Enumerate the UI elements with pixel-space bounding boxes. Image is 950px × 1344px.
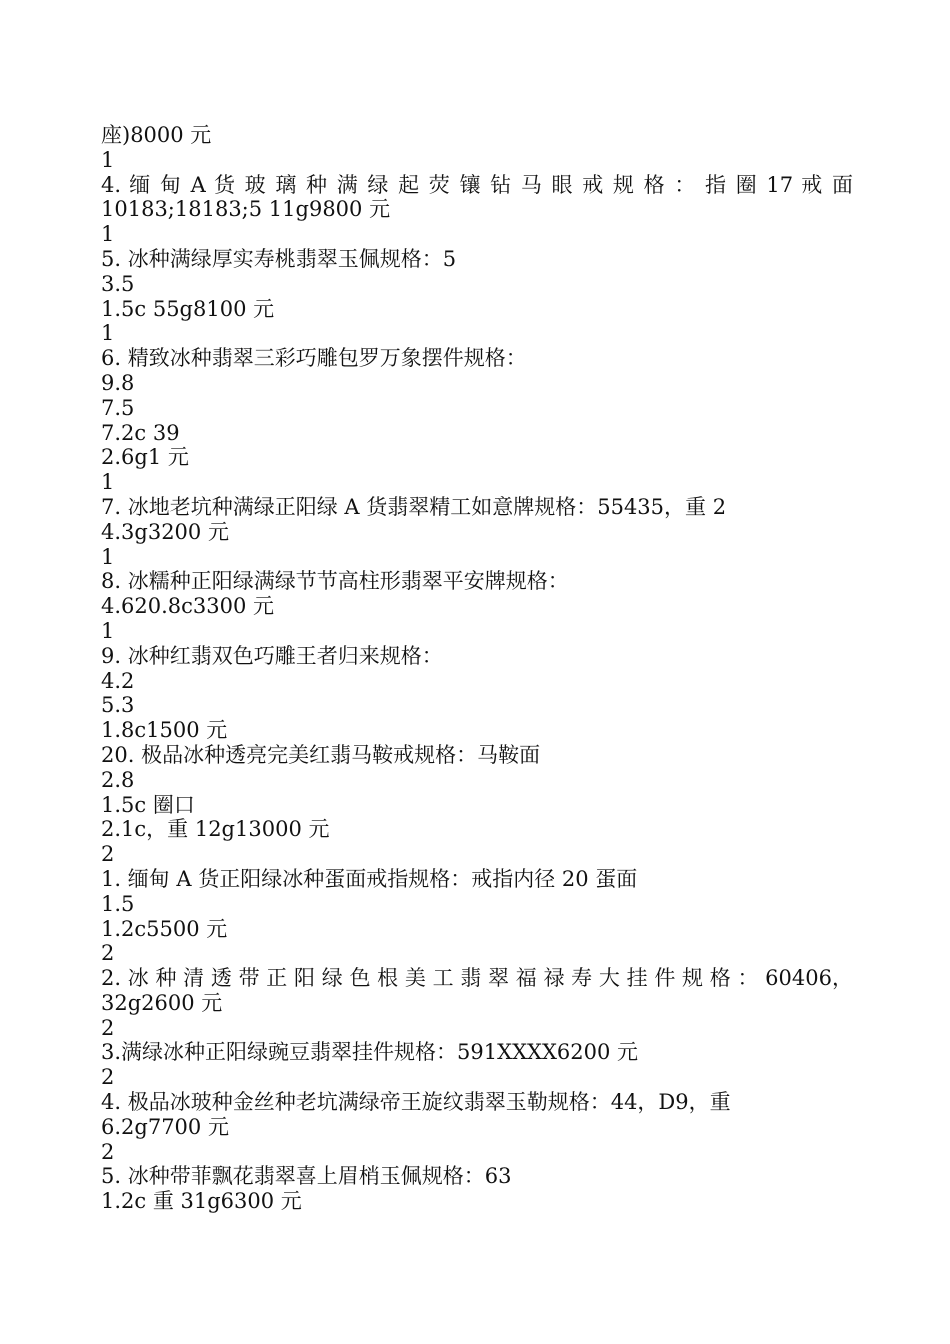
text-line: 8. 冰糯种正阳绿满绿节节高柱形翡翠平安牌规格： [101, 569, 569, 594]
text-line: 7.5 [101, 395, 135, 420]
text-line: 1.2c5500 元 [101, 916, 228, 941]
text-line: 9. 冰种红翡双色巧雕王者归来规格： [101, 643, 443, 668]
text-line: 10183;18183;5 11g9800 元 [101, 197, 391, 222]
text-line: 1 [101, 470, 115, 495]
document-body [101, 123, 853, 1214]
text-line: 6.2g7700 元 [101, 1114, 229, 1139]
text-line: 4.2 [101, 668, 135, 693]
text-line: 1.2c 重 31g6300 元 [101, 1189, 302, 1214]
text-line: 2. 冰 种 清 透 带 正 阳 绿 色 根 美 工 翡 翠 福 禄 寿 大 挂 件 规 格 ： 60406， [101, 966, 853, 991]
text-line: 2.6g1 元 [101, 445, 189, 470]
text-line: 2 [101, 941, 115, 966]
text-line: 4.3g3200 元 [101, 519, 229, 544]
text-line: 1 [101, 321, 115, 346]
text-line: 20. 极品冰种透亮完美红翡马鞍戒规格：马鞍面 [101, 742, 541, 767]
text-line: 座)8000 元 [101, 123, 212, 147]
text-line: 1. 缅甸 A 货正阳绿冰种蛋面戒指规格：戒指内径 20 蛋面 [101, 866, 638, 891]
text-line: 1 [101, 618, 115, 643]
text-line: 5.3 [101, 693, 135, 718]
text-line: 6. 精致冰种翡翠三彩巧雕包罗万象摆件规格： [101, 346, 527, 371]
text-line: 7. 冰地老坑种满绿正阳绿 A 货翡翠精工如意牌规格：55435，重 2 [101, 494, 727, 519]
text-line: 2.8 [101, 767, 135, 792]
text-line: 2 [101, 1139, 115, 1164]
text-line: 5. 冰种满绿厚实寿桃翡翠玉佩规格：5 [101, 246, 457, 271]
text-line: 1 [101, 222, 115, 247]
text-line: 3.5 [101, 271, 135, 296]
text-line: 3.满绿冰种正阳绿豌豆翡翠挂件规格：591XXXX6200 元 [101, 1040, 639, 1065]
text-line: 1.5 [101, 891, 135, 916]
text-line: 1 [101, 544, 115, 569]
text-line: 1 [101, 147, 115, 172]
text-line: 1.5c 55g8100 元 [101, 296, 275, 321]
text-line: 2 [101, 1065, 115, 1090]
text-line: 5. 冰种带菲飘花翡翠喜上眉梢玉佩规格：63 [101, 1164, 512, 1189]
text-line: 2 [101, 1015, 115, 1040]
text-line: 4.620.8c3300 元 [101, 594, 275, 619]
text-line: 4. 极品冰玻种金丝种老坑满绿帝王旋纹翡翠玉勒规格：44，D9，重 [101, 1090, 731, 1115]
text-line: 2 [101, 842, 115, 867]
text-line: 2.1c，重 12g13000 元 [101, 817, 330, 842]
text-line: 4. 缅 甸 A 货 玻 璃 种 满 绿 起 荧 镶 钻 马 眼 戒 规 格 ： 指 圈 17 戒 面 [101, 172, 853, 197]
text-line: 7.2c 39 [101, 420, 180, 445]
text-line: 9.8 [101, 370, 135, 395]
text-line: 32g2600 元 [101, 990, 223, 1015]
text-line: 1.8c1500 元 [101, 718, 228, 743]
text-line: 1.5c 圈口 [101, 792, 195, 817]
